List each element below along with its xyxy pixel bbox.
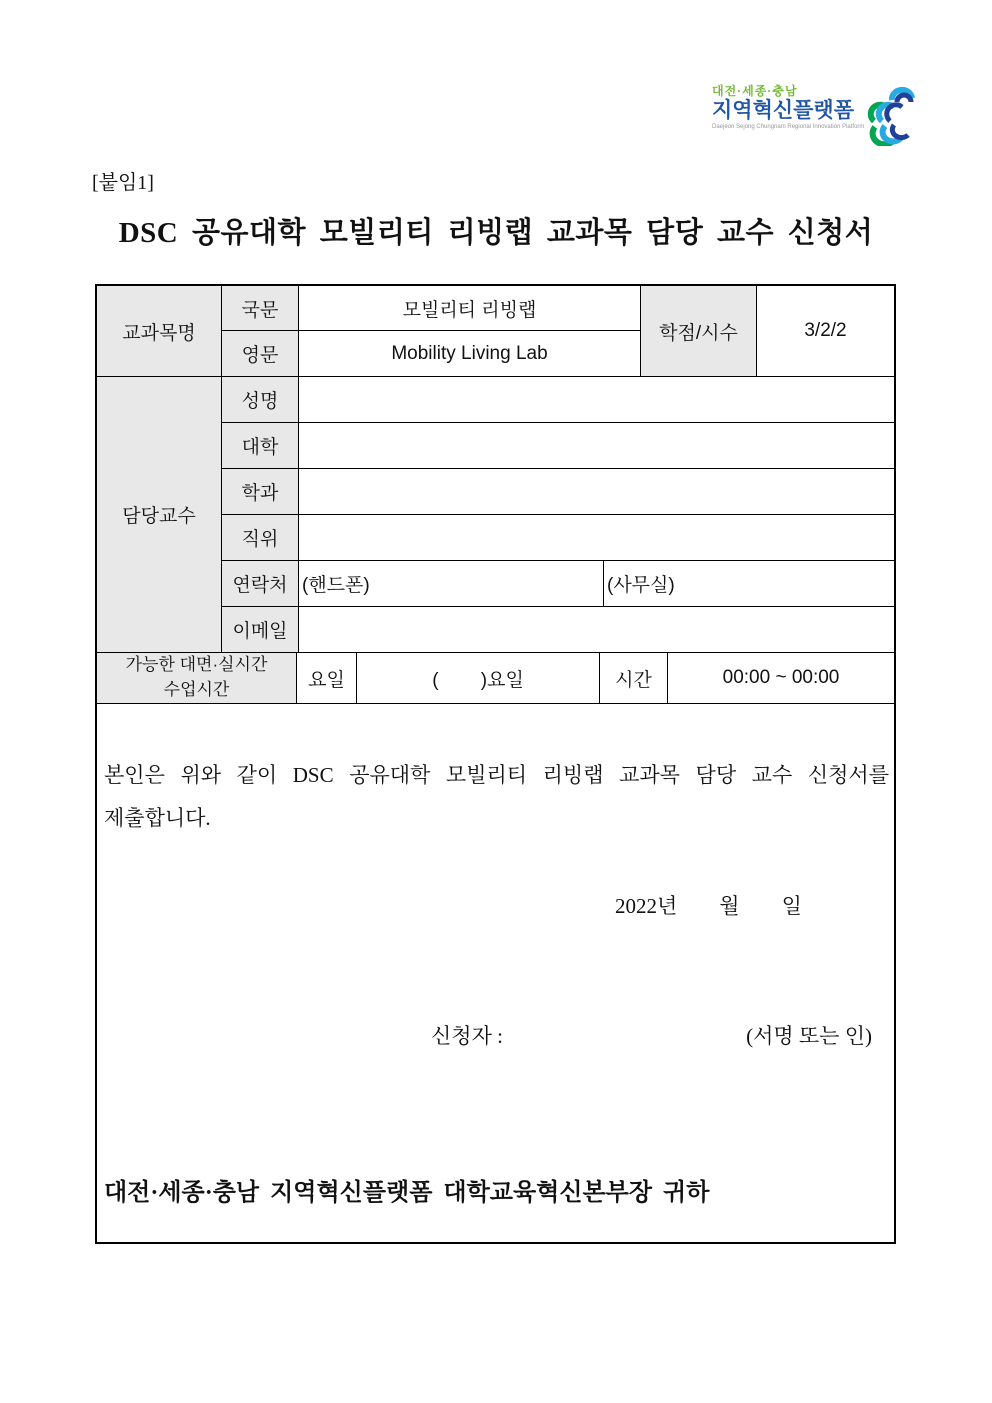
- course-section: [97, 286, 894, 377]
- department-label: 학과: [222, 469, 299, 515]
- schedule-header-line2: 수업시간: [163, 680, 230, 699]
- professor-header: 담당교수: [97, 377, 222, 653]
- position-field[interactable]: [299, 515, 894, 561]
- platform-logo-mark-icon: [864, 82, 916, 146]
- logo-name-text: 지역혁신플랫폼: [712, 99, 855, 122]
- platform-logo: [712, 82, 922, 152]
- date-line[interactable]: 2022년 월 일: [615, 894, 802, 918]
- course-korean-label: 국문: [222, 286, 299, 331]
- logo-region-text: 대전·세종·충남: [712, 84, 798, 98]
- schedule-section: [97, 653, 894, 704]
- time-label: 시간: [600, 653, 668, 704]
- attachment-label: [붙임1]: [92, 172, 154, 194]
- applicant-label: 신청자 :: [431, 1024, 503, 1048]
- application-form-table: [95, 284, 896, 1244]
- credit-hours-label: 학점/시수: [641, 286, 757, 377]
- logo-tagline-text: Daejeon Sejong Chungnam Regional Innovation Platform: [712, 124, 865, 131]
- name-label: 성명: [222, 377, 299, 423]
- course-english-label: 영문: [222, 331, 299, 377]
- platform-logo-text: [712, 82, 865, 131]
- course-name-header: 교과목명: [97, 286, 222, 377]
- email-label: 이메일: [222, 607, 299, 653]
- email-field[interactable]: [299, 607, 894, 653]
- table-row: [222, 423, 894, 469]
- mobile-phone-field[interactable]: (핸드폰): [299, 561, 604, 607]
- schedule-header-line1: 가능한 대면·실시간: [125, 655, 268, 675]
- day-field[interactable]: ( )요일: [357, 653, 600, 704]
- department-field[interactable]: [299, 469, 894, 515]
- position-label: 직위: [222, 515, 299, 561]
- time-field[interactable]: 00:00 ~ 00:00: [668, 653, 894, 704]
- table-row: [222, 515, 894, 561]
- page-title: DSC 공유대학 모빌리티 리빙랩 교과목 담당 교수 신청서: [118, 217, 874, 249]
- table-row: [222, 561, 894, 607]
- name-field[interactable]: [299, 377, 894, 423]
- statement-section: [97, 704, 894, 1242]
- table-row: [222, 469, 894, 515]
- university-field[interactable]: [299, 423, 894, 469]
- credit-hours-value[interactable]: 3/2/2: [757, 286, 894, 377]
- table-row: [222, 377, 894, 423]
- schedule-header: [97, 653, 297, 704]
- university-label: 대학: [222, 423, 299, 469]
- professor-section: [97, 377, 894, 653]
- course-korean-value[interactable]: 모빌리티 리빙랩: [299, 286, 641, 331]
- signature-note: (서명 또는 인): [746, 1024, 872, 1048]
- contact-label: 연락처: [222, 561, 299, 607]
- office-phone-field[interactable]: (사무실): [604, 561, 894, 607]
- recipient-line: 대전·세종·충남 지역혁신플랫폼 대학교육혁신본부장 귀하: [104, 1180, 710, 1206]
- applicant-line: [97, 1020, 894, 1050]
- table-row: [222, 607, 894, 653]
- day-label: 요일: [297, 653, 357, 704]
- statement-text: 본인은 위와 같이 DSC 공유대학 모빌리티 리빙랩 교과목 담당 교수 신청서를 제출합니다.: [104, 763, 889, 831]
- course-english-value[interactable]: Mobility Living Lab: [299, 331, 641, 377]
